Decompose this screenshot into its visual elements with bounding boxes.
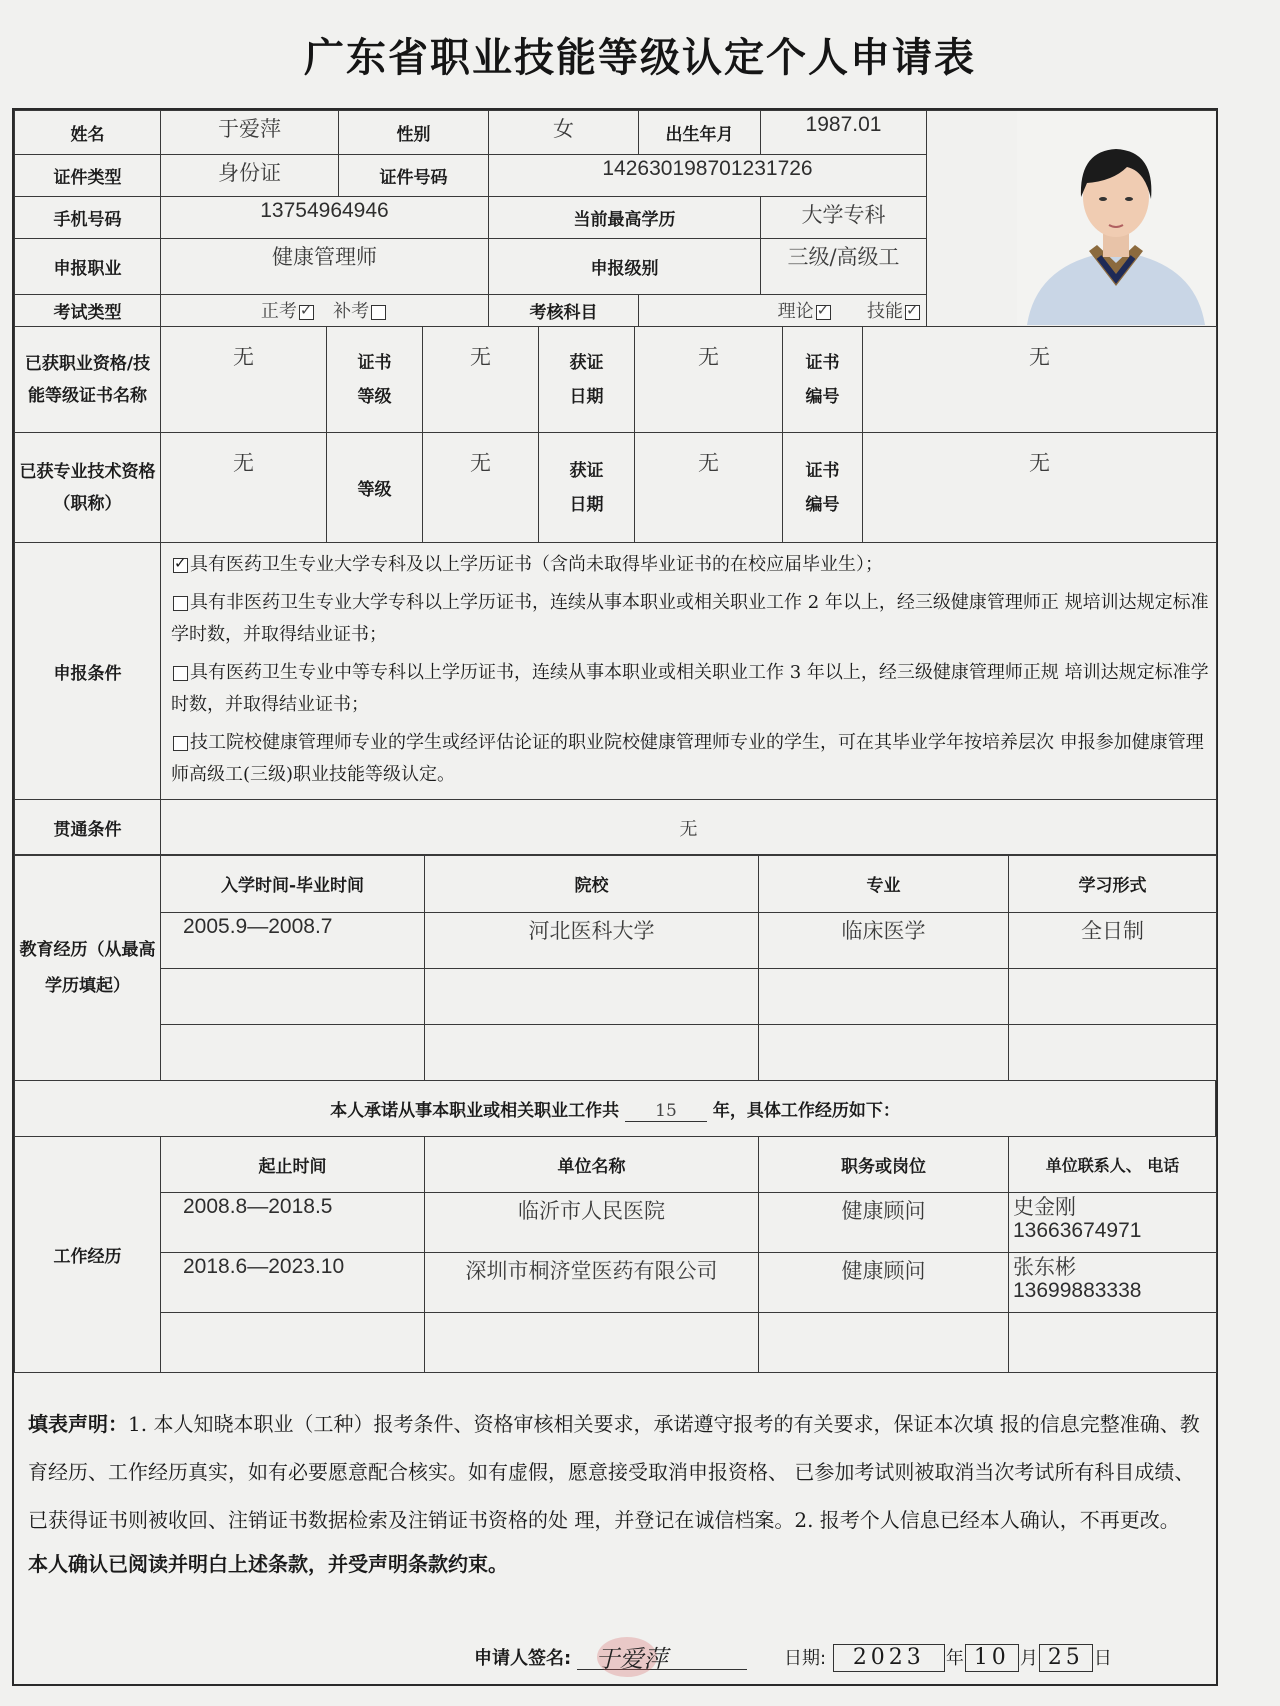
main-exam-label: 正考 xyxy=(260,301,297,322)
work-statement: 本人承诺从事本职业或相关职业工作共 15 年，具体工作经历如下： xyxy=(15,1081,1216,1137)
skill-label: 技能 xyxy=(867,301,903,322)
prof-label: 已获专业技术资格（职称） xyxy=(15,433,161,543)
condition-checkbox[interactable] xyxy=(173,666,188,681)
edu-header-period: 入学时间-毕业时间 xyxy=(161,855,425,913)
theory-checkbox[interactable] xyxy=(816,305,831,320)
condition-item: 具有非医药卫生专业大学专科以上学历证书，连续从事本职业或相关职业工作 2 年以上，经三级健康管理师正 规培训达规定标准学时数，并取得结业证书； xyxy=(171,592,1209,645)
job-value: 健康管理师 xyxy=(161,239,489,295)
education-label: 教育经历（从最高学历填起） xyxy=(15,855,161,1081)
prof-date-value: 无 xyxy=(635,433,783,543)
prof-date-label-b: 日期 xyxy=(569,494,604,515)
edu-header-major: 专业 xyxy=(759,855,1009,913)
form-body xyxy=(12,108,1218,1686)
signature-area xyxy=(474,1644,747,1673)
condition-item: ✓具有医药卫生专业大学专科及以上学历证书（含尚未取得毕业证书的在校应届毕业生）； xyxy=(171,549,1212,581)
cert-no-label-a: 证书 xyxy=(805,352,840,373)
makeup-exam-label: 补考 xyxy=(333,301,370,322)
qual-name-value: 无 xyxy=(161,327,327,433)
job-label: 申报职业 xyxy=(15,239,161,295)
prof-no-label-a: 证书 xyxy=(805,460,840,481)
cert-date-label-a: 获证 xyxy=(569,352,604,373)
theory-label: 理论 xyxy=(777,301,814,322)
declaration xyxy=(14,1400,1216,1588)
work-label: 工作经历 xyxy=(15,1137,161,1373)
table-row xyxy=(15,1313,1217,1373)
edu-header-school: 院校 xyxy=(425,855,759,913)
qual-no-value: 无 xyxy=(863,327,1217,433)
work-header-period: 起止时间 xyxy=(161,1137,425,1193)
work-header-post: 职务或岗位 xyxy=(759,1137,1009,1193)
id-no-label: 证件号码 xyxy=(339,155,489,197)
prof-date-label-a: 获证 xyxy=(569,460,604,481)
work-header-contact: 单位联系人、 电话 xyxy=(1009,1137,1217,1193)
makeup-exam-checkbox[interactable] xyxy=(371,305,386,320)
id-type-value: 身份证 xyxy=(161,155,339,197)
qual-date-value: 无 xyxy=(635,327,783,433)
conditions-table xyxy=(14,542,1217,856)
declaration-head: 填表声明： xyxy=(28,1412,128,1436)
phone-label: 手机号码 xyxy=(15,197,161,239)
condition-checkbox[interactable] xyxy=(173,596,188,611)
cert-no-label-b: 编号 xyxy=(805,386,840,407)
level-label: 申报级别 xyxy=(489,239,761,295)
prof-name-value: 无 xyxy=(161,433,327,543)
table-row: 2018.6—2023.10 深圳市桐济堂医药有限公司 健康顾问 张东彬 13699883338 xyxy=(15,1253,1217,1313)
signature-value: 于爱萍 xyxy=(595,1645,668,1673)
condition-checkbox[interactable] xyxy=(173,736,188,751)
cert-date-label-b: 日期 xyxy=(569,386,604,407)
name-value: 于爱萍 xyxy=(161,111,339,155)
birth-label: 出生年月 xyxy=(639,111,761,155)
gender-value: 女 xyxy=(489,111,639,155)
qual-level-value: 无 xyxy=(423,327,539,433)
condition-item: 具有医药卫生专业中等专科以上学历证书，连续从事本职业或相关职业工作 3 年以上，经三级健康管理师正规 培训达规定标准学时数，并取得结业证书； xyxy=(171,662,1209,715)
day-box: 25 xyxy=(1039,1644,1093,1672)
prof-level-value: 无 xyxy=(423,433,539,543)
qualification-table xyxy=(14,326,1217,543)
month-box: 10 xyxy=(965,1644,1019,1672)
conditions-label: 申报条件 xyxy=(15,543,161,800)
condition-checkbox[interactable] xyxy=(173,558,188,573)
conditions-list xyxy=(161,543,1217,800)
edu-value: 大学专科 xyxy=(761,197,927,239)
education-table xyxy=(14,854,1217,1081)
id-type-label: 证件类型 xyxy=(15,155,161,197)
signature-label: 申请人签名: xyxy=(474,1648,572,1669)
id-no-value: 142630198701231726 xyxy=(489,155,927,197)
applicant-photo xyxy=(1017,111,1215,325)
signature-field[interactable] xyxy=(577,1645,747,1673)
table-row: 2005.9—2008.7 河北医科大学 临床医学 全日制 xyxy=(15,913,1217,969)
edu-header-mode: 学习形式 xyxy=(1009,855,1217,913)
level-value: 三级/高级工 xyxy=(761,239,927,295)
table-row: 2008.8—2018.5 临沂市人民医院 健康顾问 史金刚 13663674971 xyxy=(15,1193,1217,1253)
condition-item: 技工院校健康管理师专业的学生或经评估论证的职业院校健康管理师专业的学生，可在其毕业学年按培养层次 申报参加健康管理师高级工(三级)职业技能等级认定。 xyxy=(171,732,1204,785)
table-row xyxy=(15,969,1217,1025)
work-table xyxy=(14,1136,1217,1373)
edu-label: 当前最高学历 xyxy=(489,197,761,239)
skill-checkbox[interactable] xyxy=(905,305,920,320)
through-value: 无 xyxy=(161,800,1217,856)
phone-value: 13754964946 xyxy=(161,197,489,239)
year-box: 2023 xyxy=(833,1644,945,1672)
table-row xyxy=(15,1025,1217,1081)
cert-level-label-a: 证书 xyxy=(357,352,392,373)
work-header-org: 单位名称 xyxy=(425,1137,759,1193)
subjects-label: 考核科目 xyxy=(489,295,639,327)
declaration-confirm: 本人确认已阅读并明白上述条款，并受声明条款约束。 xyxy=(28,1552,508,1576)
cert-level-label-b: 等级 xyxy=(357,386,392,407)
work-years-value: 15 xyxy=(625,1101,707,1122)
gender-label: 性别 xyxy=(339,111,489,155)
sign-date: 日期: 2023 年 10 月 25 日 xyxy=(784,1645,1112,1670)
declaration-body: 1. 本人知晓本职业（工种）报考条件、资格审核相关要求，承诺遵守报考的有关要求，保证本次填 报的信息完整准确、教育经历、工作经历真实，如有必要愿意配合核实。如有虚假，愿意接受取消申报资格、 已参加考试则被取消当次考试所有科目成绩、 已获得证书则被收回、注销证书数据检索及注销证书资格的处 理，并登记在诚信档案。2. 报考个人信息已经本人确认，不再更改。 xyxy=(28,1412,1200,1532)
form-title: 广东省职业技能等级认定个人申请表 xyxy=(304,35,976,81)
main-exam-checkbox[interactable] xyxy=(299,305,314,320)
prof-no-label-b: 编号 xyxy=(805,494,840,515)
work-statement-table xyxy=(14,1080,1216,1137)
name-label: 姓名 xyxy=(15,111,161,155)
prof-no-value: 无 xyxy=(863,433,1217,543)
exam-type-label: 考试类型 xyxy=(15,295,161,327)
qual-label: 已获职业资格/技能等级证书名称 xyxy=(15,327,161,433)
through-label: 贯通条件 xyxy=(15,800,161,856)
grade-label: 等级 xyxy=(327,433,423,543)
birth-value: 1987.01 xyxy=(761,111,927,155)
